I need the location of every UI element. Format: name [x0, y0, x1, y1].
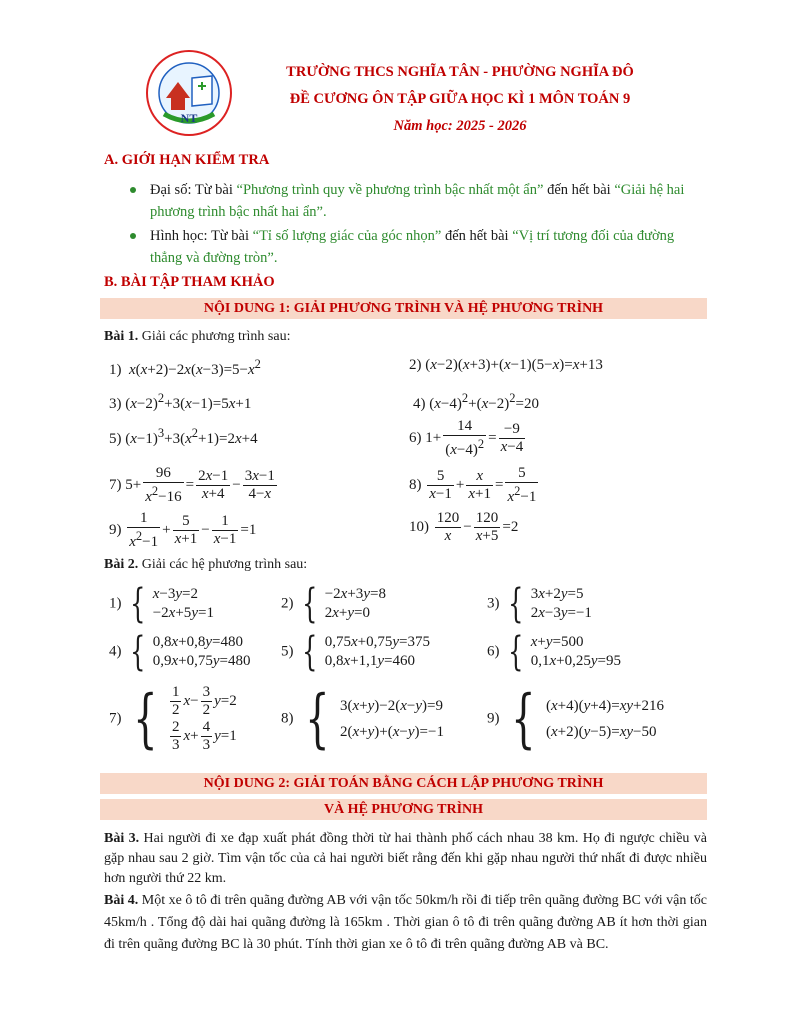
scope-list [128, 179, 708, 271]
scope-item-algebra: Đại số: Từ bài “Phương trình quy về phương trình bậc nhất một ẩn” đến hết bài “Giải hệ hai phương trình bậc nhất hai ẩn”. [128, 179, 708, 223]
document-title: ĐỀ CƯƠNG ÔN TẬP GIỮA HỌC KÌ 1 MÔN TOÁN 9 [289, 91, 631, 107]
system-3: 3) { 3x+2y=5 2x−3y=−1 [487, 581, 592, 627]
section-b-title: B. BÀI TẬP THAM KHẢO [104, 274, 275, 290]
bai-4: Bài 4. Một xe ô tô đi trên quãng đường AB với vận tốc 50km/h rồi đi tiếp trên quãng đường BC với vận tốc 45km/h . Tổng độ dài hai quãng đường là 165km . Thời gian ô tô đi trên quãng đường AB ít hơn thời gian đi trên quãng đường BC là 30 phút. Tính thời gian xe ô tô đi trên quãng đường AB và BC. [104, 893, 708, 952]
equation-1: 1) $x(x+2)-2x(x-3)=5-x^2$ [109, 357, 261, 378]
system-5: 5) { 0,75x+0,75y=375 0,8x+1,1y=460 [281, 629, 430, 675]
bai-1-heading: Bài 1. Giải các phương trình sau: [104, 329, 291, 344]
bai-3: Bài 3. Hai người đi xe đạp xuất phát đồng thời từ hai thành phố cách nhau 38 km. Họ đi ngược chiều và gặp nhau sau 2 giờ. Tìm vận tốc của cả hai người biết rằng đến khi gặp nhau người thứ nhất đi được nhiều hơn người thứ 22 km. [104, 831, 708, 886]
content-1-banner: NỘI DUNG 1: GIẢI PHƯƠNG TRÌNH VÀ HỆ PHƯƠNG TRÌNH [100, 298, 707, 319]
system-7: 7) { $\frac{1}{2}$ x− $\frac{3}{2}$ y=2 $\frac{2}{3}$ x+ $\frac{4}{3}$ y=1 [109, 682, 237, 756]
equation-4: 4) $(x-4)^2+(x-2)^2=20$ [413, 391, 539, 412]
equation-7: 7) 5+ $\frac{96}{x^2-16}$ = $\frac{2x-1}{x+4}$ − $\frac{3x-1}{4-x}$ [109, 465, 275, 505]
school-year: Năm học: 2025 - 2026 [393, 118, 527, 134]
system-2: 2) { −2x+3y=8 2x+y=0 [281, 581, 386, 627]
bullet-icon [130, 187, 136, 193]
section-a-title: A. GIỚI HẠN KIỂM TRA [104, 152, 270, 168]
system-1: 1) { x−3y=2 −2x+5y=1 [109, 581, 214, 627]
equation-8: 8) $\frac{5}{x-1}$ + $\frac{x}{x+1}$ = $\frac{5}{x^2-1}$ [409, 465, 537, 505]
system-9: 9) { (x+4)(y+4)=xy+216 (x+2)(y−5)=xy−50 [487, 682, 664, 756]
system-4: 4) { 0,8x+0,8y=480 0,9x+0,75y=480 [109, 629, 251, 675]
scope-item-geometry: Hình học: Từ bài “Tỉ số lượng giác của góc nhọn” đến hết bài “Vị trí tương đối của đường thẳng và đường tròn”. [128, 225, 708, 269]
bullet-icon [130, 233, 136, 239]
bai-2-heading: Bài 2. Giải các hệ phương trình sau: [104, 557, 308, 572]
system-6: 6) { x+y=500 0,1x+0,25y=95 [487, 629, 621, 675]
equation-2: 2) (x−2)(x+3)+(x−1)(5−x)=x+13 [409, 357, 603, 373]
svg-text:NT: NT [180, 111, 198, 125]
content-2-banner-line2: VÀ HỆ PHƯƠNG TRÌNH [100, 799, 707, 820]
equation-6: 6) 1+ $\frac{14}{(x-4)^2}$ = $\frac{-9}{x-4}$ [409, 418, 524, 458]
content-2-banner-line1: NỘI DUNG 2: GIẢI TOÁN BẰNG CÁCH LẬP PHƯƠNG TRÌNH [100, 773, 707, 794]
equation-3: 3) $(x-2)^2+3(x-1)=5x+1$ [109, 391, 252, 412]
equation-9: 9) $\frac{1}{x^2-1}$ + $\frac{5}{x+1}$ − $\frac{1}{x-1}$ =1 [109, 510, 257, 550]
equation-10: 10) $\frac{120}{x}$ − $\frac{120}{x+5}$ =2 [409, 510, 519, 544]
system-8: 8) { 3(x+y)−2(x−y)=9 2(x+y)+(x−y)=−1 [281, 682, 444, 756]
school-name: TRƯỜNG THCS NGHĨA TÂN - PHƯỜNG NGHĨA ĐÔ [286, 64, 634, 80]
equation-5: 5) $(x-1)^3+3(x^2+1)=2x+4$ [109, 426, 258, 447]
